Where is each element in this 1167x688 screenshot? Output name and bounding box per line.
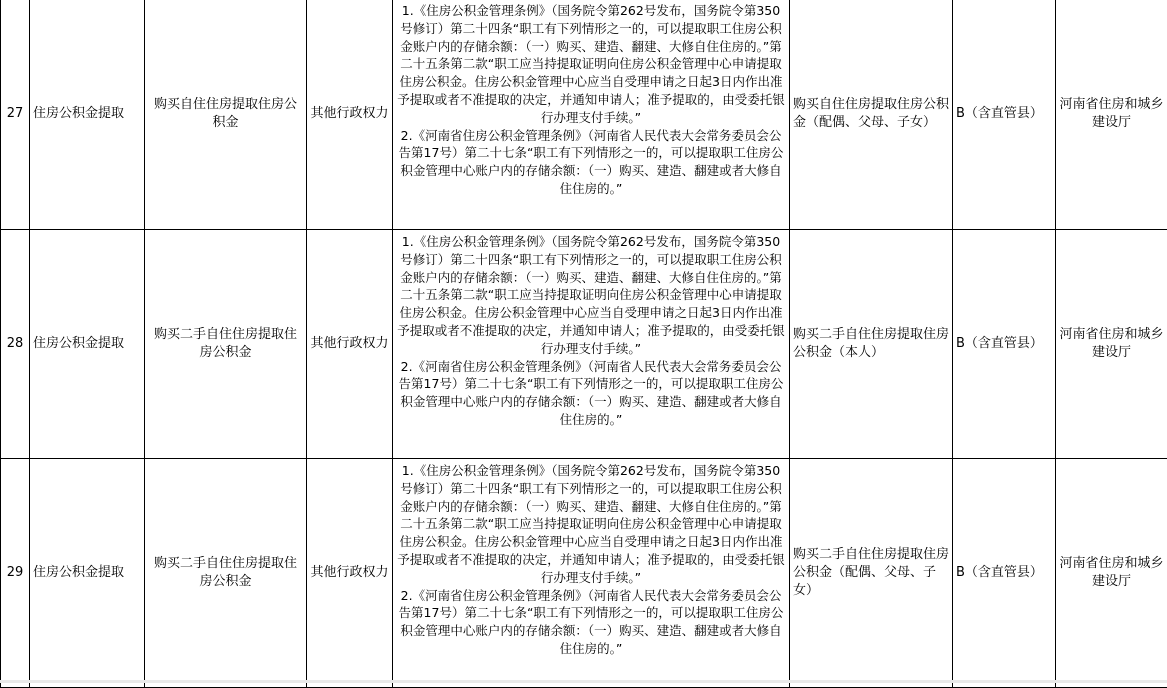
- row-number-cell: 28: [1, 230, 30, 459]
- legal-basis-clause-2: 2.《河南省住房公积金管理条例》（河南省人民代表大会常务委员会公告第17号）第二十七条“职工有下列情形之一的，可以提取职工住房公积金管理中心账户内的存储余额：（一）购买、建造、翻建或者大修自住住房的。”: [396, 358, 786, 429]
- sub-item-cell: 购买二手自住住房提取住房公积金: [145, 230, 307, 459]
- exercise-level-cell: B（含直管县）: [953, 230, 1056, 459]
- exercise-level-cell: B（含直管县）: [953, 459, 1056, 688]
- row-number-cell: 29: [1, 459, 30, 688]
- power-category-cell: 其他行政权力: [307, 459, 393, 688]
- legal-basis-cell: [393, 459, 790, 688]
- legal-basis-cell: [393, 0, 790, 230]
- department-cell: 河南省住房和城乡建设厅: [1056, 230, 1167, 459]
- power-name-cell: 住房公积金提取: [30, 0, 145, 230]
- power-category-cell: 其他行政权力: [307, 0, 393, 230]
- legal-basis-cell: [393, 230, 790, 459]
- sub-item-cell: 购买自住住房提取住房公积金: [145, 0, 307, 230]
- exercise-level-cell: B（含直管县）: [953, 0, 1056, 230]
- legal-basis-clause-2: 2.《河南省住房公积金管理条例》（河南省人民代表大会常务委员会公告第17号）第二十七条“职工有下列情形之一的，可以提取职工住房公积金管理中心账户内的存储余额：（一）购买、建造、翻建或者大修自住住房的。”: [396, 587, 786, 658]
- power-name-cell: 住房公积金提取: [30, 459, 145, 688]
- power-category-cell: 其他行政权力: [307, 230, 393, 459]
- service-item-cell: 购买二手自住住房提取住房公积金（本人）: [790, 230, 953, 459]
- department-cell: 河南省住房和城乡建设厅: [1056, 0, 1167, 230]
- sub-item-cell: 购买二手自住住房提取住房公积金: [145, 459, 307, 688]
- table-row: [1, 230, 1167, 459]
- department-cell: 河南省住房和城乡建设厅: [1056, 459, 1167, 688]
- table-row: [1, 459, 1167, 688]
- legal-basis-clause-1: 1.《住房公积金管理条例》（国务院令第262号发布，国务院令第350号修订）第二十四条“职工有下列情形之一的，可以提取职工住房公积金账户内的存储余额：（一）购买、建造、翻建、大修自住住房的。”第二十五条第二款“职工应当持提取证明向住房公积金管理中心申请提取住房公积金。住房公积金管理中心应当自受理申请之日起3日内作出准予提取或者不准提取的决定，并通知申请人；准予提取的，由受委托银行办理支付手续。”: [396, 230, 786, 358]
- legal-basis-clause-2: 2.《河南省住房公积金管理条例》（河南省人民代表大会常务委员会公告第17号）第二十七条“职工有下列情形之一的，可以提取职工住房公积金管理中心账户内的存储余额：（一）购买、建造、翻建或者大修自住住房的。”: [396, 127, 786, 198]
- service-item-cell: 购买二手自住住房提取住房公积金（配偶、父母、子女）: [790, 459, 953, 688]
- row-number-cell: 27: [1, 0, 30, 230]
- legal-basis-clause-1: 1.《住房公积金管理条例》（国务院令第262号发布，国务院令第350号修订）第二十四条“职工有下列情形之一的，可以提取职工住房公积金账户内的存储余额：（一）购买、建造、翻建、大修自住住房的。”第二十五条第二款“职工应当持提取证明向住房公积金管理中心申请提取住房公积金。住房公积金管理中心应当自受理申请之日起3日内作出准予提取或者不准提取的决定，并通知申请人；准予提取的，由受委托银行办理支付手续。”: [396, 0, 786, 127]
- legal-basis-clause-1: 1.《住房公积金管理条例》（国务院令第262号发布，国务院令第350号修订）第二十四条“职工有下列情形之一的，可以提取职工住房公积金账户内的存储余额：（一）购买、建造、翻建、大修自住住房的。”第二十五条第二款“职工应当持提取证明向住房公积金管理中心申请提取住房公积金。住房公积金管理中心应当自受理申请之日起3日内作出准予提取或者不准提取的决定，并通知申请人；准予提取的，由受委托银行办理支付手续。”: [396, 459, 786, 587]
- service-item-cell: 购买自住住房提取住房公积金（配偶、父母、子女）: [790, 0, 953, 230]
- table-row: [1, 0, 1167, 230]
- power-name-cell: 住房公积金提取: [30, 230, 145, 459]
